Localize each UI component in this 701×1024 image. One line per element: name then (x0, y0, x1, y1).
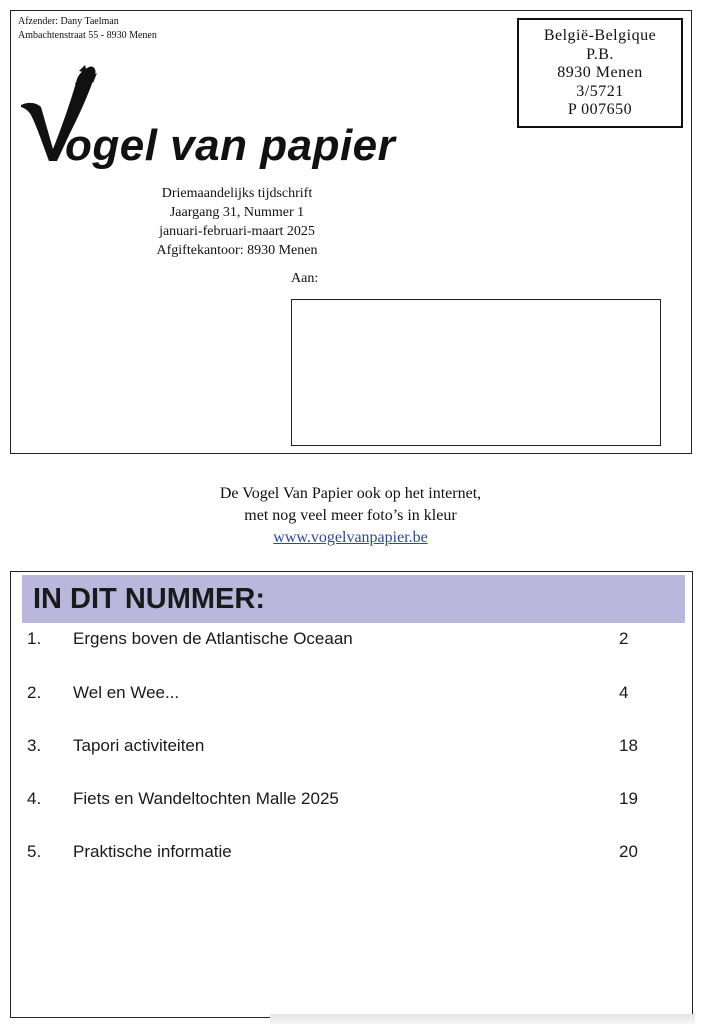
toc-title: IN DIT NUMMER: (33, 583, 265, 615)
toc-number: 5. (27, 842, 42, 861)
publication-period: januari-februari-maart 2025 (159, 224, 315, 239)
toc-row (11, 842, 694, 866)
internet-line-2: met nog veel meer foto’s in kleur (244, 507, 457, 524)
logo-wordmark: ogel van papier (65, 121, 396, 170)
website-link[interactable]: www.vogelvanpapier.be (273, 529, 428, 546)
sender-street: Ambachtenstraat 55 - 8930 Menen (18, 30, 157, 41)
toc-entry-title: Wel en Wee... (73, 683, 180, 702)
toc-page: 19 (619, 789, 638, 808)
sender-name: Afzender: Dany Taelman (18, 16, 119, 27)
postage-box (517, 18, 683, 128)
toc-page: 18 (619, 736, 638, 755)
internet-notice (0, 483, 701, 549)
publication-office: Afgiftekantoor: 8930 Menen (156, 243, 318, 258)
postage-office: 8930 Menen (557, 64, 643, 81)
toc-row (11, 789, 694, 813)
toc-row (11, 736, 694, 760)
toc-entry-title: Ergens boven de Atlantische Oceaan (73, 629, 353, 648)
publication-frequency: Driemaandelijks tijdschrift (161, 186, 313, 201)
mailing-cover (10, 10, 692, 454)
toc-number: 4. (27, 789, 42, 808)
recipient-address-box (291, 299, 661, 446)
toc-entry-title: Praktische informatie (73, 842, 232, 861)
publication-volume: Jaargang 31, Nummer 1 (169, 205, 305, 220)
toc-page: 2 (619, 629, 629, 648)
toc-entry-title: Tapori activiteiten (73, 736, 205, 755)
toc-number: 2. (27, 683, 42, 702)
magazine-logo (19, 63, 439, 173)
toc-header (22, 575, 685, 623)
toc-page: 20 (619, 842, 638, 861)
toc-row (11, 683, 694, 707)
publication-info (137, 184, 337, 260)
toc-entry-title: Fiets en Wandeltochten Malle 2025 (73, 789, 339, 808)
toc-row (11, 629, 694, 653)
table-of-contents (10, 571, 693, 1018)
internet-line-1: De Vogel Van Papier ook op het internet, (219, 485, 482, 502)
page-shadow (270, 1014, 695, 1024)
postage-permit: P 007650 (567, 101, 633, 118)
sender-address (18, 15, 157, 43)
recipient-label: Aan: (291, 271, 319, 286)
postage-country: België-Belgique (543, 27, 657, 44)
postage-code: 3/5721 (576, 82, 624, 100)
toc-number: 1. (27, 629, 42, 648)
postage-pb: P.B. (586, 45, 614, 63)
toc-number: 3. (27, 736, 42, 755)
toc-page: 4 (619, 683, 629, 702)
